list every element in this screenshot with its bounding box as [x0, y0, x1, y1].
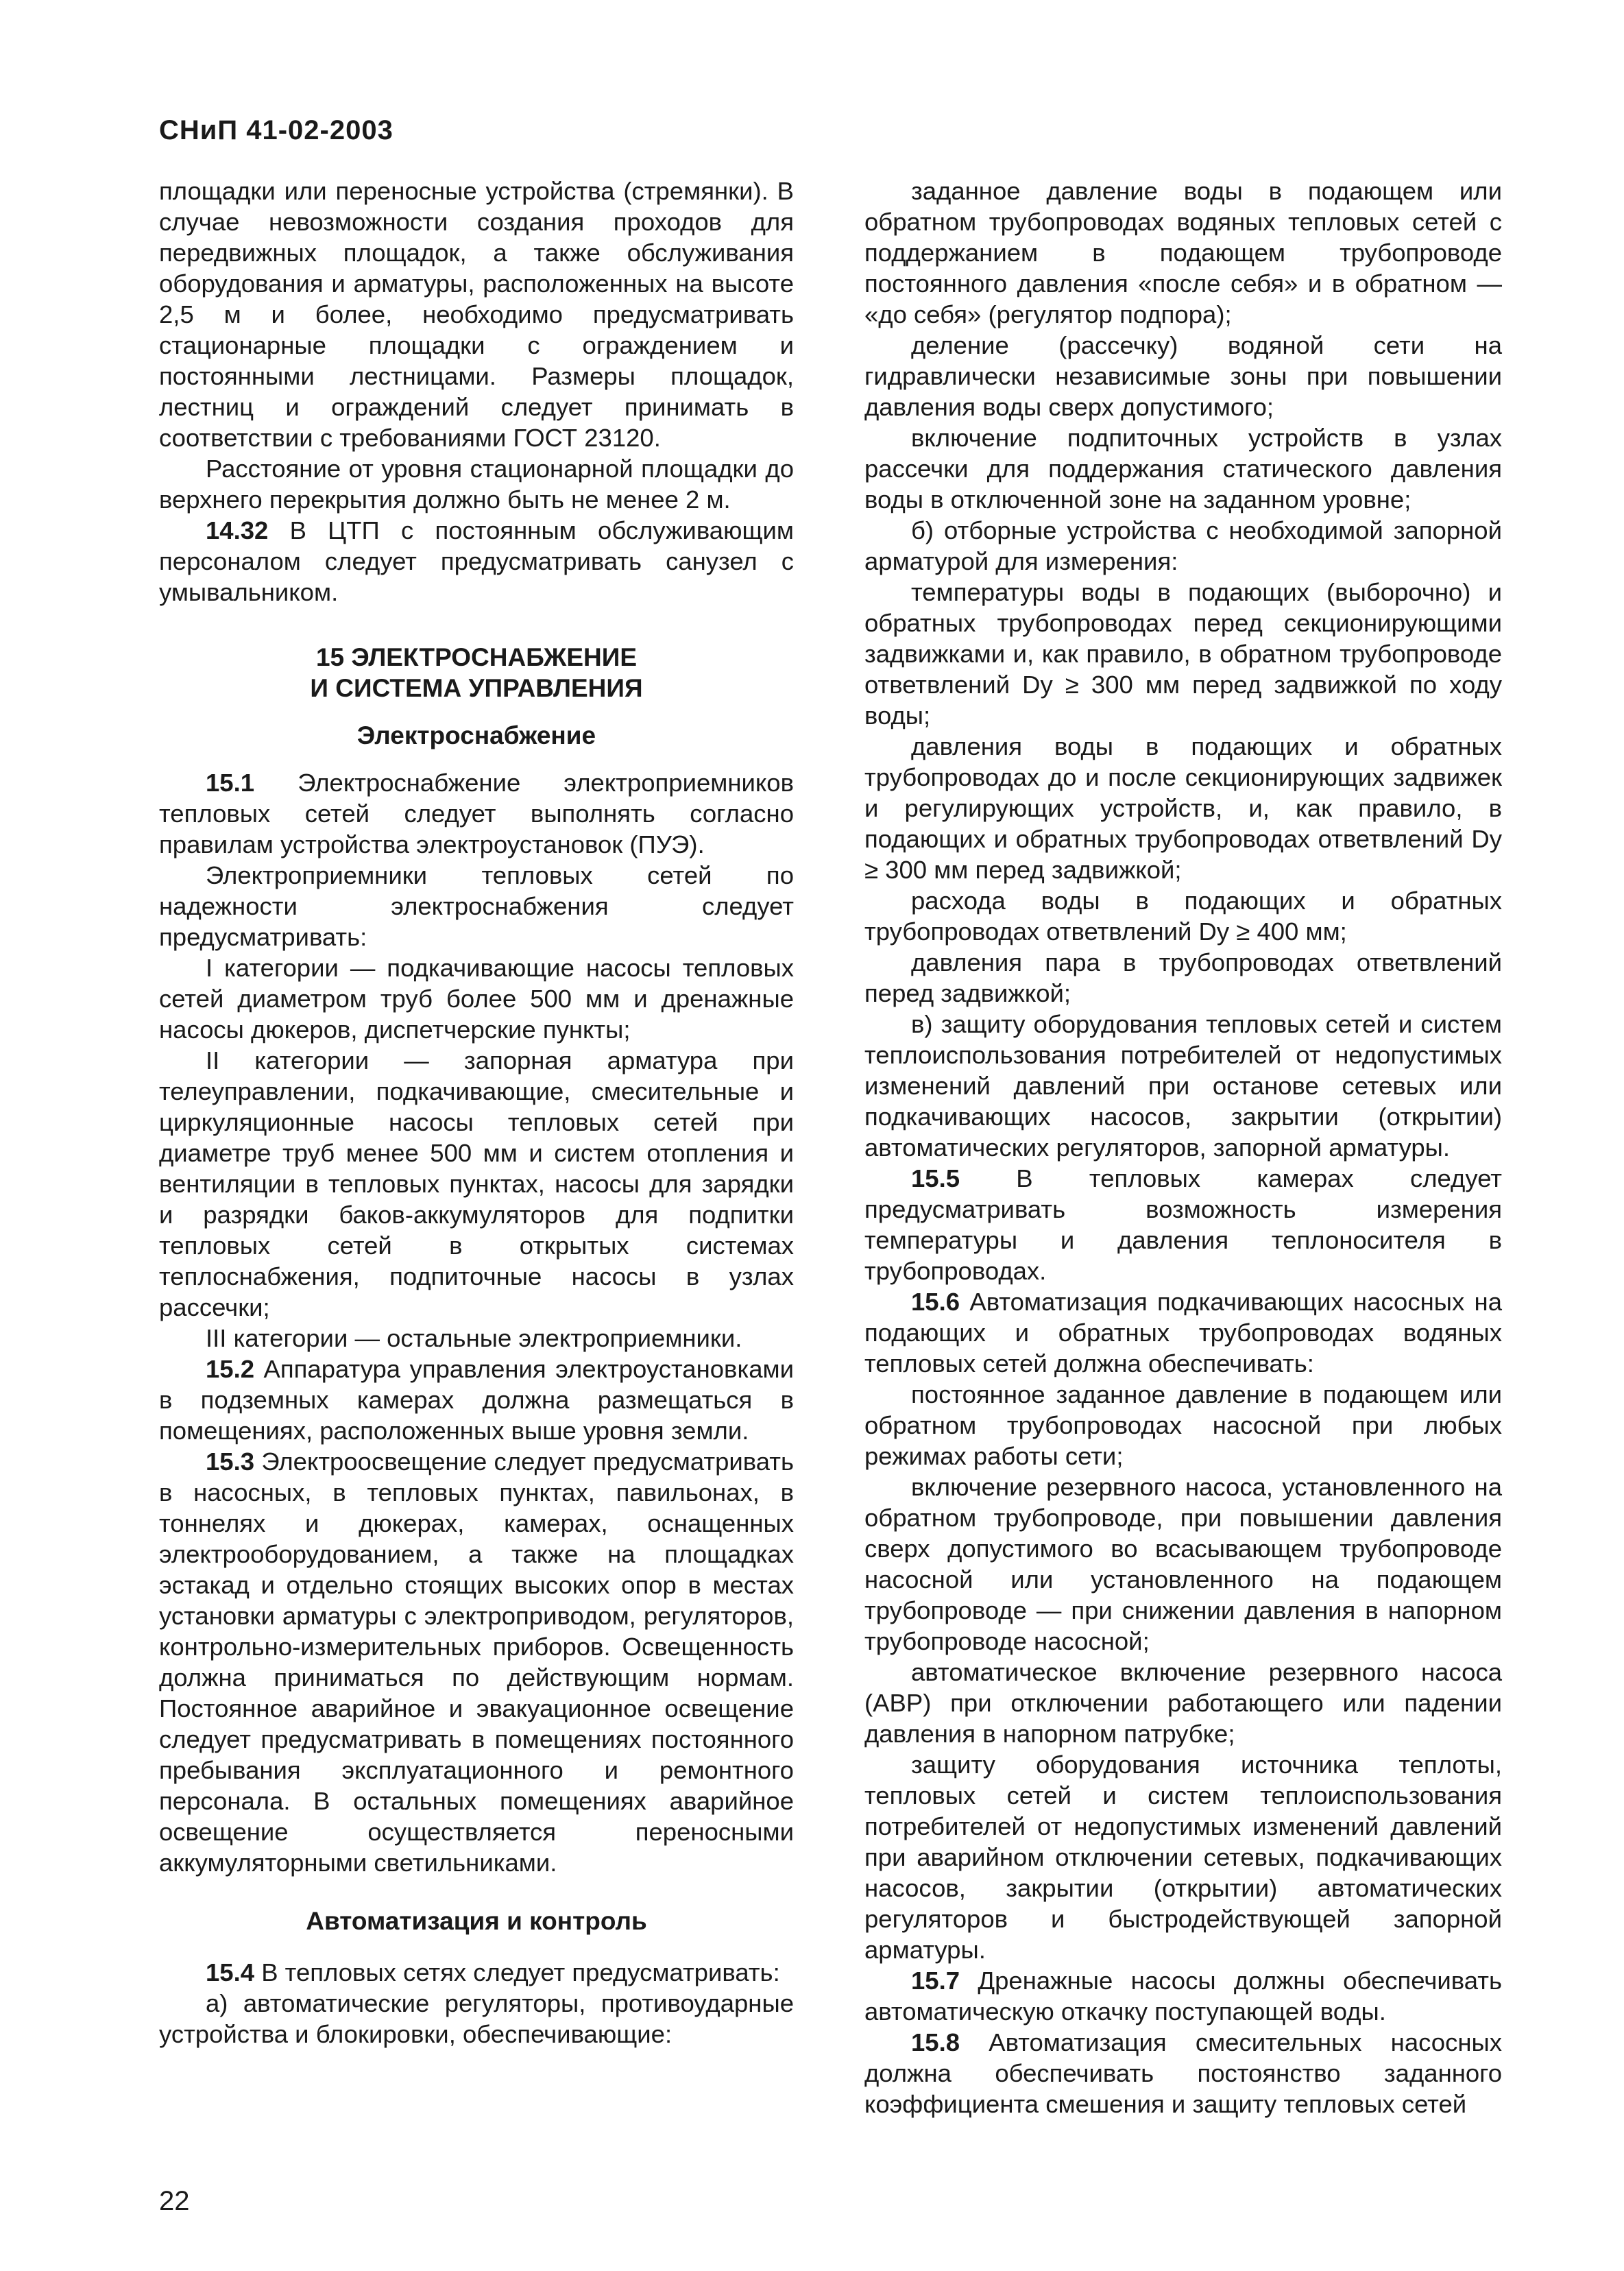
- paragraph: постоянное заданное давление в подающем или обратном трубопроводах насосной при любых режимах работы сети;: [864, 1380, 1502, 1470]
- section-title-line: 15 ЭЛЕКТРОСНАБЖЕНИЕ: [315, 643, 637, 671]
- section-title-line: И СИСТЕМА УПРАВЛЕНИЯ: [310, 674, 643, 702]
- clause-text: В тепловых камерах следует предусматривать возможность измерения температуры и давления теплоносителя в трубопроводах.: [864, 1164, 1502, 1285]
- clause-number: 15.3: [206, 1447, 255, 1476]
- page-number: 22: [159, 2186, 190, 2216]
- section-heading: [159, 642, 794, 704]
- paragraph: в) защиту оборудования тепловых сетей и систем теплоиспользования потребителей от недопустимых изменений давлений при останове сетевых или подкачивающих насосов, закрытии (открытии) автоматических регуляторов, запорной арматуры.: [864, 1010, 1502, 1162]
- paragraph: включение резервного насоса, установленного на обратном трубопроводе, при повышении давления сверх допустимого во всасывающем трубопроводе насосной или установленного на подающем трубопроводе — при снижении давления в напорном трубопроводе насосной;: [864, 1473, 1502, 1655]
- clause-15-6: [864, 1286, 1502, 1379]
- clause-text: Электроснабжение электроприемников тепловых сетей следует выполнять согласно правилам устройства электроустановок (ПУЭ).: [159, 769, 794, 858]
- clause-number: 15.5: [911, 1164, 960, 1192]
- clause-number: 15.7: [911, 1967, 960, 1995]
- paragraph: а) автоматические регуляторы, противоударные устройства и блокировки, обеспечивающие:: [159, 1989, 794, 2048]
- paragraph: автоматическое включение резервного насоса (АВР) при отключении работающего или падении давления в напорном патрубке;: [864, 1658, 1502, 1748]
- paragraph: заданное давление воды в подающем или обратном трубопроводах водяных тепловых сетей с поддержанием в подающем трубопроводе постоянного давления «после себя» и в обратном — «до себя» (регулятор подпора);: [864, 177, 1502, 328]
- document-code-header: СНиП 41-02-2003: [159, 115, 393, 145]
- paragraph: деление (рассечку) водяной сети на гидравлически независимые зоны при повышении давления воды сверх допустимого;: [864, 331, 1502, 421]
- subsection-title: Автоматизация и контроль: [306, 1907, 647, 1935]
- paragraph: температуры воды в подающих (выборочно) и обратных трубопроводах перед секционирующими задвижками и, как правило, в обратном трубопроводе ответвлений Dу ≥ 300 мм перед задвижкой по ходу воды;: [864, 578, 1502, 730]
- clause-number: 14.32: [206, 516, 269, 544]
- paragraph: площадки или переносные устройства (стремянки). В случае невозможности создания проходов для передвижных площадок, а также обслуживания оборудования и арматуры, расположенных на высоте 2,5 м и более, необходимо предусматривать стационарные площадки с ограждением и постоянными лестницами. Размеры площадок, лестниц и ограждений следует принимать в соответствии с требованиями ГОСТ 23120.: [159, 177, 794, 452]
- left-column: [159, 176, 794, 2050]
- clause-text: В ЦТП с постоянным обслуживающим персоналом следует предусматривать санузел с умывальником.: [159, 516, 794, 606]
- paragraph: давления пара в трубопроводах ответвлений перед задвижкой;: [864, 948, 1502, 1007]
- paragraph: защиту оборудования источника теплоты, тепловых сетей и систем теплоиспользования потребителей от недопустимых изменений давлений при аварийном отключении сетевых, подкачивающих насосов, закрытии (открытии) автоматических регуляторов и быстродействующей запорной арматуры.: [864, 1751, 1502, 1964]
- paragraph: Расстояние от уровня стационарной площадки до верхнего перекрытия должно быть не менее 2 м.: [159, 455, 794, 514]
- paragraph: б) отборные устройства с необходимой запорной арматурой для измерения:: [864, 516, 1502, 575]
- paragraph: III категории — остальные электроприемники.: [206, 1324, 742, 1352]
- clause-number: 15.1: [206, 769, 255, 797]
- clause-number: 15.6: [911, 1288, 960, 1316]
- clause-text: Автоматизация смесительных насосных должна обеспечивать постоянство заданного коэффициента смешения и защиту тепловых сетей: [864, 2028, 1502, 2118]
- clause-text: Автоматизация подкачивающих насосных на подающих и обратных трубопроводах водяных тепловых сетей должна обеспечивать:: [864, 1288, 1502, 1378]
- clause-text: Дренажные насосы должны обеспечивать автоматическую откачку поступающей воды.: [864, 1967, 1502, 2026]
- clause-number: 15.4: [206, 1958, 255, 1986]
- clause-15-4: [159, 1957, 794, 1988]
- paragraph: Электроприемники тепловых сетей по надежности электроснабжения следует предусматривать:: [159, 861, 794, 951]
- clause-15-2: [159, 1354, 794, 1446]
- paragraph: II категории — запорная арматура при телеуправлении, подкачивающие, смесительные и циркуляционные насосы тепловых сетей при диаметре труб менее 500 мм и систем отопления и вентиляции в тепловых пунктах, насосы для зарядки и разрядки баков-аккумуляторов для подпитки тепловых сетей в открытых системах теплоснабжения, подпиточные насосы в узлах рассечки;: [159, 1046, 794, 1321]
- paragraph: I категории — подкачивающие насосы тепловых сетей диаметром труб более 500 мм и дренажные насосы дюкеров, диспетчерские пункты;: [159, 954, 794, 1044]
- paragraph: давления воды в подающих и обратных трубопроводах до и после секционирующих задвижек и регулирующих устройств, и, как правило, в подающих и обратных трубопроводах ответвлений Dу ≥ 300 мм перед задвижкой;: [864, 732, 1502, 884]
- clause-14-32: [159, 515, 794, 608]
- clause-number: 15.2: [206, 1355, 255, 1383]
- clause-15-8: [864, 2027, 1502, 2119]
- clause-text: Аппаратура управления электроустановками в подземных камерах должна размещаться в помещениях, расположенных выше уровня земли.: [159, 1355, 794, 1445]
- clause-15-5: [864, 1163, 1502, 1286]
- clause-15-1: [159, 767, 794, 860]
- clause-15-3: [159, 1446, 794, 1878]
- clause-text: Электроосвещение следует предусматривать в насосных, в тепловых пунктах, павильонах, в тоннелях и дюкерах, камерах, оснащенных электрооборудованием, а также на площадках эстакад и отдельно стоящих высоких опор в местах установки арматуры с электроприводом, регуляторов, контрольно-измерительных приборов. Освещенность должна приниматься по действующим нормам. Постоянное аварийное и эвакуационное освещение следует предусматривать в помещениях постоянного пребывания эксплуатационного и ремонтного персонала. В остальных помещениях аварийное освещение осуществляется переносными аккумуляторными светильниками.: [159, 1447, 794, 1877]
- subsection-title: Электроснабжение: [356, 721, 596, 749]
- paragraph: расхода воды в подающих и обратных трубопроводах ответвлений Dу ≥ 400 мм;: [864, 887, 1502, 946]
- clause-text: В тепловых сетях следует предусматривать:: [254, 1958, 780, 1986]
- paragraph: включение подпиточных устройств в узлах рассечки для поддержания статического давления воды в отключенной зоне на заданном уровне;: [864, 424, 1502, 514]
- right-column: [864, 176, 1502, 2119]
- clause-number: 15.8: [911, 2028, 960, 2056]
- clause-15-7: [864, 1965, 1502, 2027]
